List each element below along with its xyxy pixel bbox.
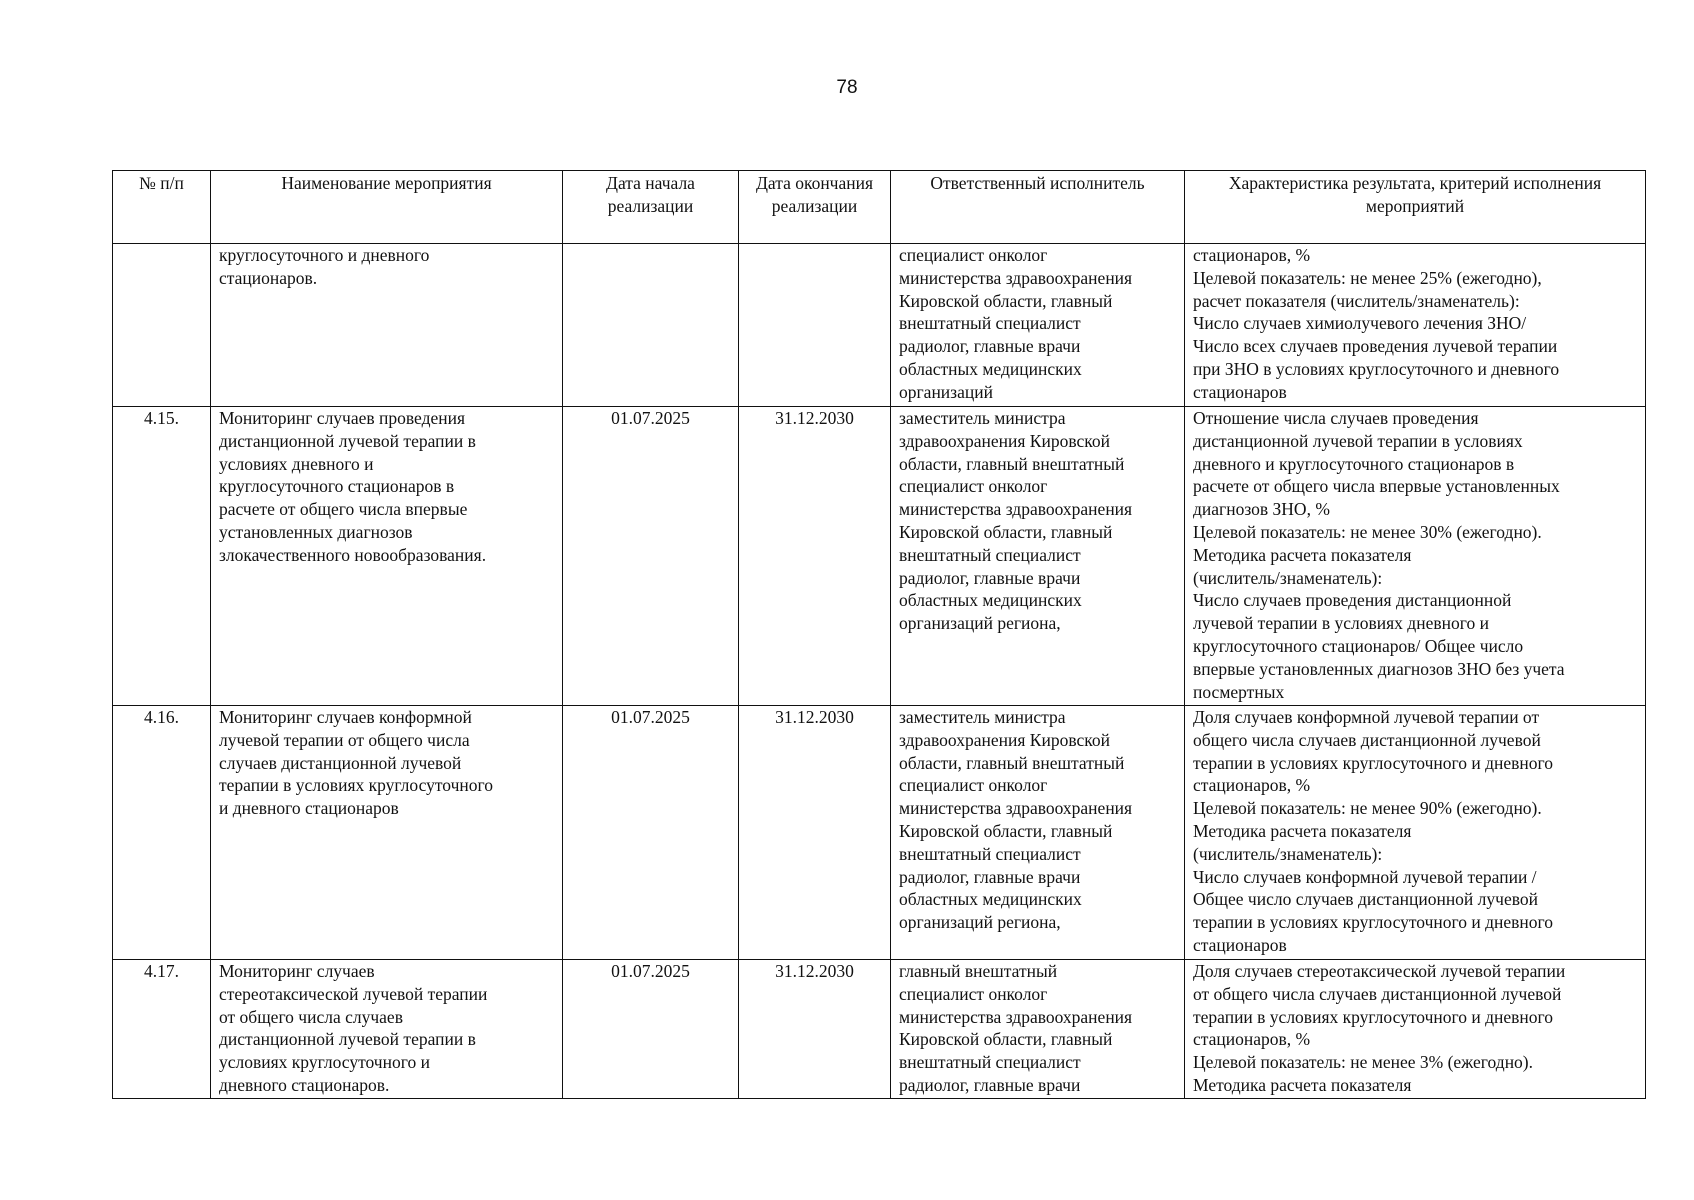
- row-name: Мониторинг случаев проведения дистанционной лучевой терапии в условиях дневного и круглосуточного стационаров в расчете от общего числа впервые установленных диагнозов злокачественного новообразования.: [211, 407, 563, 706]
- row-start-date: 01.07.2025: [563, 407, 739, 706]
- row-name: круглосуточного и дневного стационаров.: [211, 244, 563, 407]
- row-num: 4.15.: [113, 407, 211, 706]
- row-responsible: заместитель министра здравоохранения Кировской области, главный внештатный специалист онколог министерства здравоохранения Кировской области, главный внештатный специалист радиолог, главные врачи областных медицинских организаций региона,: [891, 706, 1185, 960]
- row-result: Доля случаев стереотаксической лучевой терапии от общего числа случаев дистанционной лучевой терапии в условиях круглосуточного и дневного стационаров, % Целевой показатель: не менее 3% (ежегодно). Методика расчета показателя: [1185, 960, 1646, 1099]
- row-result: стационаров, % Целевой показатель: не менее 25% (ежегодно), расчет показателя (числитель/знаменатель): Число случаев химиолучевого лечения ЗНО/ Число всех случаев проведения лучевой терапии при ЗНО в условиях круглосуточного и дневного стационаров: [1185, 244, 1646, 407]
- header-name: Наименование мероприятия: [211, 171, 563, 244]
- row-name: Мониторинг случаев конформной лучевой терапии от общего числа случаев дистанционной лучевой терапии в условиях круглосуточного и дневного стационаров: [211, 706, 563, 960]
- table-row: [113, 407, 1646, 706]
- row-end-date: 31.12.2030: [739, 960, 891, 1099]
- page-number: 78: [836, 77, 858, 98]
- row-num: 4.17.: [113, 960, 211, 1099]
- row-name: Мониторинг случаев стереотаксической лучевой терапии от общего числа случаев дистанционной лучевой терапии в условиях круглосуточного и дневного стационаров.: [211, 960, 563, 1099]
- row-responsible: главный внештатный специалист онколог министерства здравоохранения Кировской области, главный внештатный специалист радиолог, главные врачи: [891, 960, 1185, 1099]
- row-start-date: [563, 244, 739, 407]
- table-header-row: [113, 171, 1646, 244]
- header-num: № п/п: [113, 171, 211, 244]
- table-row: [113, 706, 1646, 960]
- table-row: [113, 244, 1646, 407]
- header-start-date: Дата начала реализации: [563, 171, 739, 244]
- row-result: Отношение числа случаев проведения дистанционной лучевой терапии в условиях дневного и круглосуточного стационаров в расчете от общего числа впервые установленных диагнозов ЗНО, % Целевой показатель: не менее 30% (ежегодно). Методика расчета показателя (числитель/знаменатель): Число случаев проведения дистанционной лучевой терапии в условиях дневного и круглосуточного стационаров/ Общее число впервые установленных диагнозов ЗНО без учета посмертных: [1185, 407, 1646, 706]
- row-num: [113, 244, 211, 407]
- header-end-date: Дата окончания реализации: [739, 171, 891, 244]
- header-responsible: Ответственный исполнитель: [891, 171, 1185, 244]
- row-num: 4.16.: [113, 706, 211, 960]
- header-result: Характеристика результата, критерий исполнения мероприятий: [1185, 171, 1646, 244]
- row-start-date: 01.07.2025: [563, 706, 739, 960]
- row-end-date: [739, 244, 891, 407]
- row-start-date: 01.07.2025: [563, 960, 739, 1099]
- row-responsible: заместитель министра здравоохранения Кировской области, главный внештатный специалист онколог министерства здравоохранения Кировской области, главный внештатный специалист радиолог, главные врачи областных медицинских организаций региона,: [891, 407, 1185, 706]
- table-row: [113, 960, 1646, 1099]
- row-end-date: 31.12.2030: [739, 407, 891, 706]
- measures-table: [112, 170, 1646, 1099]
- row-responsible: специалист онколог министерства здравоохранения Кировской области, главный внештатный специалист радиолог, главные врачи областных медицинских организаций: [891, 244, 1185, 407]
- row-result: Доля случаев конформной лучевой терапии от общего числа случаев дистанционной лучевой терапии в условиях круглосуточного и дневного стационаров, % Целевой показатель: не менее 90% (ежегодно). Методика расчета показателя (числитель/знаменатель): Число случаев конформной лучевой терапии / Общее число случаев дистанционной лучевой терапии в условиях круглосуточного и дневного стационаров: [1185, 706, 1646, 960]
- row-end-date: 31.12.2030: [739, 706, 891, 960]
